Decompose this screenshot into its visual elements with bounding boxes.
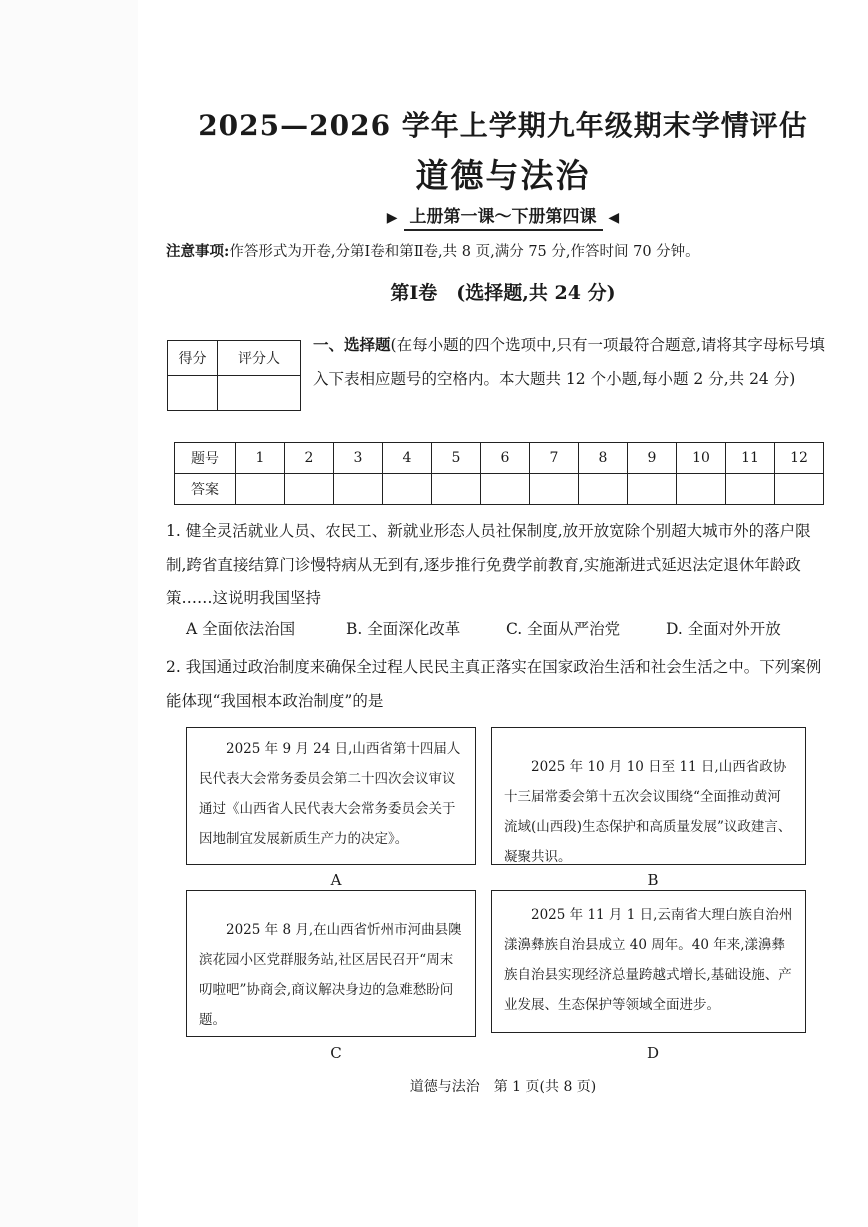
question-number: 9 — [628, 443, 677, 474]
answer-cell[interactable] — [726, 474, 775, 505]
part-lead: 一、选择题 — [313, 335, 391, 354]
case-text-a: 2025 年 9 月 24 日,山西省第十四届人民代表大会常务委员会第二十四次会议审议通过《山西省人民代表大会常务委员会关于因地制宜发展新质生产力的决定》。 — [199, 741, 461, 847]
question-number: 12 — [775, 443, 824, 474]
question-number: 8 — [579, 443, 628, 474]
option-a: A 全面依法治国 — [186, 620, 296, 638]
case-label-c: C — [330, 1044, 342, 1062]
answer-cell[interactable] — [530, 474, 579, 505]
notice-label: 注意事项: — [166, 243, 230, 260]
option-c: C. 全面从严治党 — [506, 620, 621, 638]
case-text-d: 2025 年 11 月 1 日,云南省大理白族自治州漾濞彝族自治县成立 40 周年。40 年来,漾濞彝族自治县实现经济总量跨越式增长,基础设施、产业发展、生态保护等领域全面进步。 — [504, 907, 793, 1013]
answer-table — [174, 442, 824, 505]
case-box-b — [491, 727, 806, 865]
part-instructions: (在每小题的四个选项中,只有一项最符合题意,请将其字母标号填入下表相应题号的空格内。本大题共 12 个小题,每小题 2 分,共 24 分) — [313, 336, 825, 388]
question-number: 11 — [726, 443, 775, 474]
question-number: 1 — [236, 443, 285, 474]
case-text-b: 2025 年 10 月 10 日至 11 日,山西省政协十三届常委会第十五次会议围绕“全面推动黄河流域(山西段)生态保护和高质量发展”议政建言、凝聚共识。 — [504, 759, 792, 865]
exam-title: 2025—2026 学年上学期九年级期末学情评估 — [198, 109, 808, 142]
notice-text: 作答形式为开卷,分第Ⅰ卷和第Ⅱ卷,共 8 页,满分 75 分,作答时间 70 分钟。 — [229, 244, 700, 260]
question-number: 5 — [432, 443, 481, 474]
exam-page — [138, 0, 868, 1227]
case-box-d — [491, 890, 806, 1033]
answer-cell[interactable] — [775, 474, 824, 505]
question-2-stem: 2. 我国通过政治制度来确保全过程人民民主真正落实在国家政治生活和社会生活之中。下列案例能体现“我国根本政治制度”的是 — [166, 658, 822, 710]
question-number: 6 — [481, 443, 530, 474]
answer-table-number-row — [175, 443, 824, 474]
case-box-a — [186, 727, 476, 865]
answer-cell[interactable] — [236, 474, 285, 505]
question-1-stem: 1. 健全灵活就业人员、农民工、新就业形态人员社保制度,放开放宽除个别超大城市外的落户限制,跨省直接结算门诊慢特病从无到有,逐步推行免费学前教育,实施渐进式延迟法定退休年龄政策……这说明我国坚持 — [166, 522, 811, 607]
binding-margin — [0, 0, 138, 1227]
case-text-c: 2025 年 8 月,在山西省忻州市河曲县隩滨花园小区党群服务站,社区居民召开“周末叨啦吧”协商会,商议解决身边的急难愁盼问题。 — [199, 922, 462, 1028]
scope-text: 上册第一课～下册第四课 — [404, 202, 603, 231]
grader-cell[interactable] — [218, 376, 301, 411]
triangle-right-icon: ▶ — [386, 210, 398, 226]
answer-cell[interactable] — [334, 474, 383, 505]
answer-cell[interactable] — [481, 474, 530, 505]
option-d: D. 全面对外开放 — [666, 620, 781, 638]
answer-table-answer-row — [175, 474, 824, 505]
answer-cell[interactable] — [579, 474, 628, 505]
grader-label: 评分人 — [218, 341, 301, 376]
option-b: B. 全面深化改革 — [346, 620, 461, 638]
question-number: 10 — [677, 443, 726, 474]
score-box — [167, 340, 301, 411]
case-label-d: D — [646, 1044, 660, 1062]
scope-banner — [138, 202, 868, 231]
notice — [166, 240, 866, 261]
triangle-left-icon: ◀ — [608, 210, 620, 226]
subject-title: 道德与法治 — [415, 156, 591, 195]
page-footer: 道德与法治 第 1 页(共 8 页) — [409, 1079, 597, 1095]
answer-cell[interactable] — [432, 474, 481, 505]
score-label: 得分 — [168, 341, 218, 376]
section-title: 第Ⅰ卷 (选择题,共 24 分) — [390, 282, 616, 304]
answer-cell[interactable] — [628, 474, 677, 505]
case-box-c — [186, 890, 476, 1037]
part-description — [313, 328, 833, 396]
question-number: 3 — [334, 443, 383, 474]
question-number: 4 — [383, 443, 432, 474]
score-cell[interactable] — [168, 376, 218, 411]
answer-cell[interactable] — [677, 474, 726, 505]
answer-cell[interactable] — [285, 474, 334, 505]
answer-cell[interactable] — [383, 474, 432, 505]
question-number: 7 — [530, 443, 579, 474]
answer-header: 答案 — [175, 474, 236, 505]
case-label-a: A — [330, 871, 342, 889]
question-number: 2 — [285, 443, 334, 474]
number-header: 题号 — [175, 443, 236, 474]
case-label-b: B — [647, 871, 659, 889]
